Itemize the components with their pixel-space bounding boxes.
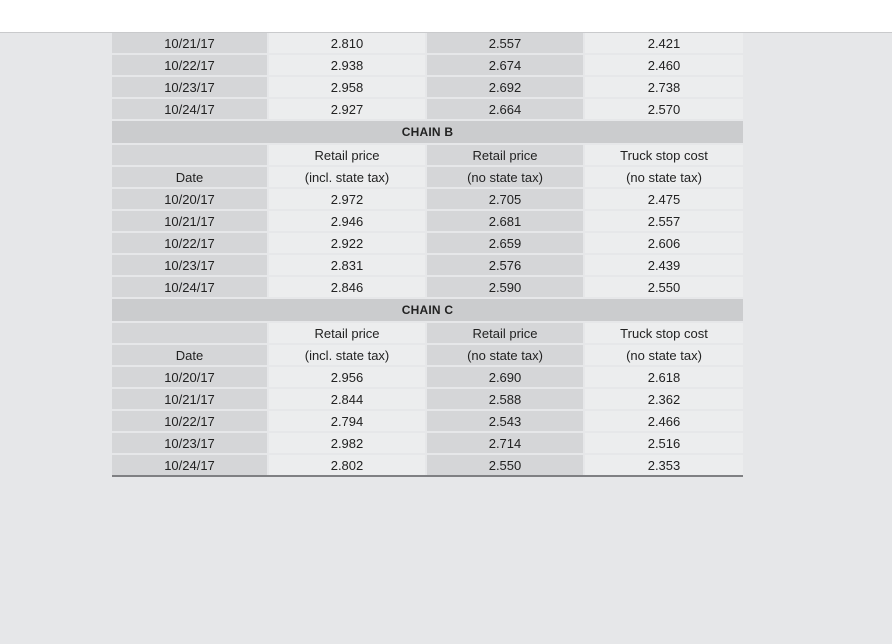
date-cell: 10/20/17 <box>112 366 268 388</box>
date-cell: 10/20/17 <box>112 188 268 210</box>
table-row <box>112 232 743 254</box>
date-cell: 10/24/17 <box>112 98 268 120</box>
retail-no-tax-cell: 2.590 <box>426 276 584 298</box>
table-row <box>112 388 743 410</box>
retail-no-tax-cell: 2.543 <box>426 410 584 432</box>
chain-b-header-row-bottom <box>112 166 743 188</box>
truck-stop-cost-cell: 2.606 <box>584 232 743 254</box>
table-row <box>112 454 743 476</box>
truck-stop-cost-cell: 2.421 <box>584 33 743 54</box>
retail-no-tax-cell: 2.659 <box>426 232 584 254</box>
date-cell: 10/24/17 <box>112 454 268 476</box>
retail-incl-tax-cell: 2.927 <box>268 98 426 120</box>
retail-no-tax-cell: 2.674 <box>426 54 584 76</box>
chain-c-header-row-bottom <box>112 344 743 366</box>
fuel-price-table-container <box>112 33 743 477</box>
date-cell: 10/23/17 <box>112 432 268 454</box>
retail-incl-tax-cell: 2.946 <box>268 210 426 232</box>
header-cell: (incl. state tax) <box>268 344 426 366</box>
retail-no-tax-cell: 2.705 <box>426 188 584 210</box>
truck-stop-cost-cell: 2.466 <box>584 410 743 432</box>
retail-no-tax-cell: 2.550 <box>426 454 584 476</box>
truck-stop-cost-cell: 2.570 <box>584 98 743 120</box>
truck-stop-cost-cell: 2.516 <box>584 432 743 454</box>
header-cell: Date <box>112 166 268 188</box>
header-cell: Date <box>112 344 268 366</box>
table-row <box>112 54 743 76</box>
retail-no-tax-cell: 2.576 <box>426 254 584 276</box>
header-cell: (incl. state tax) <box>268 166 426 188</box>
header-cell: Truck stop cost <box>584 322 743 344</box>
table-row <box>112 276 743 298</box>
date-cell: 10/24/17 <box>112 276 268 298</box>
table-row <box>112 76 743 98</box>
table-row <box>112 33 743 54</box>
retail-incl-tax-cell: 2.802 <box>268 454 426 476</box>
chain-b-title-row <box>112 120 743 144</box>
fuel-price-table <box>112 33 743 477</box>
truck-stop-cost-cell: 2.353 <box>584 454 743 476</box>
table-row <box>112 254 743 276</box>
retail-no-tax-cell: 2.692 <box>426 76 584 98</box>
retail-incl-tax-cell: 2.831 <box>268 254 426 276</box>
table-row <box>112 210 743 232</box>
retail-no-tax-cell: 2.714 <box>426 432 584 454</box>
retail-no-tax-cell: 2.664 <box>426 98 584 120</box>
retail-incl-tax-cell: 2.972 <box>268 188 426 210</box>
date-cell: 10/22/17 <box>112 232 268 254</box>
retail-incl-tax-cell: 2.982 <box>268 432 426 454</box>
header-cell: (no state tax) <box>584 166 743 188</box>
retail-incl-tax-cell: 2.938 <box>268 54 426 76</box>
header-cell <box>112 322 268 344</box>
truck-stop-cost-cell: 2.439 <box>584 254 743 276</box>
table-row <box>112 410 743 432</box>
truck-stop-cost-cell: 2.460 <box>584 54 743 76</box>
table-row <box>112 432 743 454</box>
header-cell: (no state tax) <box>426 344 584 366</box>
truck-stop-cost-cell: 2.618 <box>584 366 743 388</box>
header-cell <box>112 144 268 166</box>
truck-stop-cost-cell: 2.738 <box>584 76 743 98</box>
retail-no-tax-cell: 2.681 <box>426 210 584 232</box>
truck-stop-cost-cell: 2.550 <box>584 276 743 298</box>
retail-no-tax-cell: 2.588 <box>426 388 584 410</box>
header-cell: (no state tax) <box>584 344 743 366</box>
truck-stop-cost-cell: 2.475 <box>584 188 743 210</box>
chain-b-title: CHAIN B <box>112 120 743 144</box>
retail-incl-tax-cell: 2.958 <box>268 76 426 98</box>
retail-incl-tax-cell: 2.922 <box>268 232 426 254</box>
retail-incl-tax-cell: 2.956 <box>268 366 426 388</box>
retail-incl-tax-cell: 2.844 <box>268 388 426 410</box>
date-cell: 10/21/17 <box>112 210 268 232</box>
date-cell: 10/21/17 <box>112 33 268 54</box>
table-row <box>112 98 743 120</box>
truck-stop-cost-cell: 2.557 <box>584 210 743 232</box>
header-cell: Retail price <box>268 322 426 344</box>
viewer-top-bar <box>0 0 892 33</box>
header-cell: Retail price <box>426 144 584 166</box>
header-cell: Retail price <box>426 322 584 344</box>
date-cell: 10/23/17 <box>112 254 268 276</box>
truck-stop-cost-cell: 2.362 <box>584 388 743 410</box>
table-row <box>112 188 743 210</box>
date-cell: 10/22/17 <box>112 410 268 432</box>
retail-incl-tax-cell: 2.794 <box>268 410 426 432</box>
chain-b-header-row-top <box>112 144 743 166</box>
date-cell: 10/23/17 <box>112 76 268 98</box>
date-cell: 10/22/17 <box>112 54 268 76</box>
chain-c-title-row <box>112 298 743 322</box>
retail-no-tax-cell: 2.557 <box>426 33 584 54</box>
retail-incl-tax-cell: 2.846 <box>268 276 426 298</box>
retail-incl-tax-cell: 2.810 <box>268 33 426 54</box>
header-cell: (no state tax) <box>426 166 584 188</box>
header-cell: Truck stop cost <box>584 144 743 166</box>
header-cell: Retail price <box>268 144 426 166</box>
retail-no-tax-cell: 2.690 <box>426 366 584 388</box>
table-row <box>112 366 743 388</box>
chain-c-title: CHAIN C <box>112 298 743 322</box>
chain-c-header-row-top <box>112 322 743 344</box>
date-cell: 10/21/17 <box>112 388 268 410</box>
